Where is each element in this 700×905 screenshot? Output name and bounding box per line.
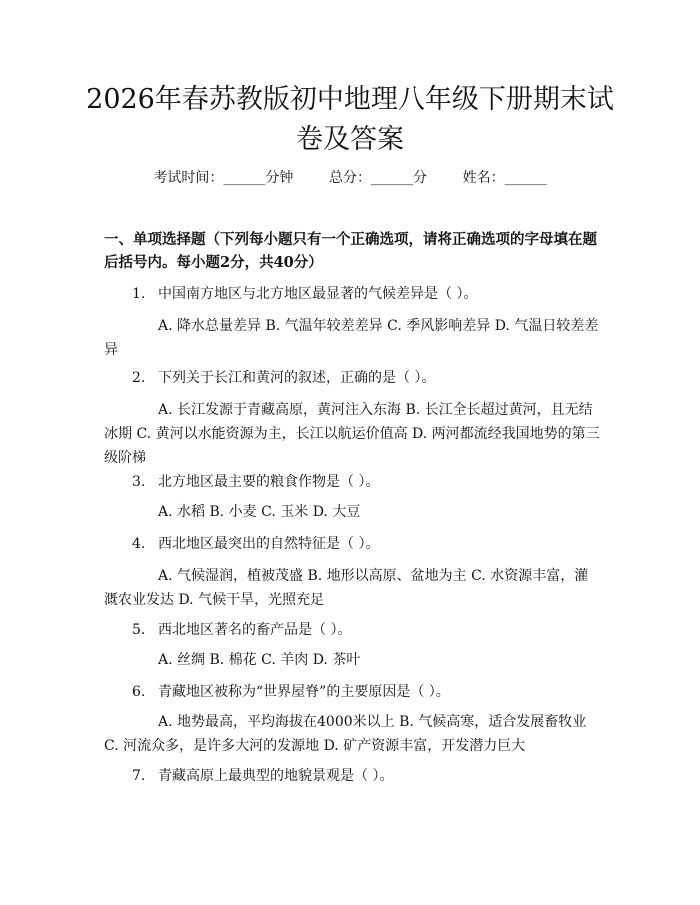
option-b: B. 气候高寒，适合发展畜牧业 xyxy=(399,714,587,730)
option-a: A. 降水总量差异 xyxy=(158,318,262,334)
question-text: 青藏高原上最典型的地貌景观是（ ）。 xyxy=(158,768,394,784)
option-b: B. 小麦 xyxy=(209,504,257,520)
option-a: A. 水稻 xyxy=(158,504,206,520)
option-c: C. 羊肉 xyxy=(261,652,309,668)
question-2-options xyxy=(104,398,602,470)
question-4-options xyxy=(104,564,602,612)
total-score-field: 总分：______分 xyxy=(329,170,427,186)
exam-title: 2026年春苏教版初中地理八年级下册期末试卷及答案 xyxy=(86,84,614,155)
question-5 xyxy=(132,618,602,642)
question-number: 6. xyxy=(132,684,146,700)
option-a: A. 丝绸 xyxy=(158,652,206,668)
option-b: B. 气温年较差差异 xyxy=(265,318,383,334)
option-d: D. 气候干旱，光照充足 xyxy=(178,592,325,608)
option-b: B. 长江全长超过黄河，且无结冰期 xyxy=(104,402,593,442)
question-2 xyxy=(132,366,602,390)
question-3-options xyxy=(104,500,602,524)
option-a: A. 地势最高，平均海拔在4000米以上 xyxy=(158,714,395,730)
question-text: 青藏地区被称为“世界屋脊”的主要原因是（ ）。 xyxy=(158,684,450,700)
option-d: D. 矿产资源丰富，开发潜力巨大 xyxy=(323,738,526,754)
option-c: C. 河流众多，是许多大河的发源地 xyxy=(104,738,320,754)
question-number: 1. xyxy=(132,286,146,302)
question-6-options xyxy=(104,710,602,758)
option-c: C. 黄河以水能资源为主，长江以航运价值高 xyxy=(136,426,408,442)
question-number: 4. xyxy=(132,536,146,552)
question-text: 中国南方地区与北方地区最显著的气候差异是（ ）。 xyxy=(158,286,478,302)
question-5-options xyxy=(104,648,602,672)
question-1-options xyxy=(104,314,602,362)
option-b: B. 地形以高原、盆地为主 xyxy=(307,568,467,584)
question-1 xyxy=(132,282,602,306)
section-heading: 一、单项选择题（下列每小题只有一个正确选项，请将正确选项的字母填在题后括号内。每小题2分，共40分） xyxy=(104,231,597,271)
option-b: B. 棉花 xyxy=(209,652,257,668)
student-name-field: 姓名：______ xyxy=(462,170,547,186)
exam-time-field: 考试时间：______分钟 xyxy=(153,170,294,186)
question-7 xyxy=(132,764,602,788)
question-number: 3. xyxy=(132,474,146,490)
option-d: D. 大豆 xyxy=(312,504,361,520)
exam-info-line xyxy=(0,168,700,188)
option-d: D. 茶叶 xyxy=(312,652,361,668)
option-a: A. 气候湿润，植被茂盛 xyxy=(158,568,304,584)
option-d: D. 两河都流经我国地势的第三级阶梯 xyxy=(104,426,600,466)
option-d: D. 气温日较差差异 xyxy=(104,318,599,358)
option-a: A. 长江发源于青藏高原，黄河注入东海 xyxy=(158,402,402,418)
question-text: 西北地区著名的畜产品是（ ）。 xyxy=(158,622,352,638)
question-3 xyxy=(132,470,602,494)
option-c: C. 玉米 xyxy=(261,504,309,520)
question-number: 2. xyxy=(132,370,146,386)
question-text: 西北地区最突出的自然特征是（ ）。 xyxy=(158,536,380,552)
question-text: 北方地区最主要的粮食作物是（ ）。 xyxy=(158,474,380,490)
question-number: 7. xyxy=(132,768,146,784)
question-4 xyxy=(132,532,602,556)
question-6 xyxy=(132,680,602,704)
question-text: 下列关于长江和黄河的叙述，正确的是（ ）。 xyxy=(158,370,436,386)
option-c: C. 季风影响差异 xyxy=(387,318,491,334)
question-number: 5. xyxy=(132,622,146,638)
option-c: C. 水资源丰富，灌溉农业发达 xyxy=(104,568,589,608)
